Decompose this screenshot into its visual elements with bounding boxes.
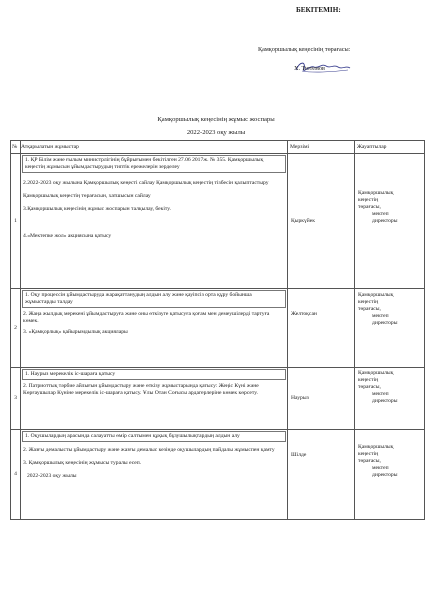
table-row — [11, 289, 425, 368]
activity-item: 3.Қамқоршылық кеңесінің жұмыс жоспарын талқылау, бекіту. — [23, 205, 171, 212]
responsible-line: мектеп — [372, 210, 389, 217]
activity-item: 2.2022-2023 оқу жылына Қамқоршылық кеңесті сайлау Қамқоршылық кеңестің тізбесін қалыптастыру — [23, 179, 269, 186]
activity-item: 1. Оқу процессін ұйымдастыруда жарақаттанудың алдын алу және қауіпсіз орта құру бойынша жұмыстарды талдау — [22, 290, 286, 308]
header-date: Мерзімі — [288, 141, 355, 154]
activity-item: 3. Қамқоршылық кеңесінің жұмысы туралы есеп. — [23, 459, 142, 466]
activity-item: 2. Жазғы демалысты ұйымдастыру және жазғы демалыс кезінде оқушылардың пайдалы жұмыспен қамту — [23, 446, 275, 453]
document-title: Қамқоршылық кеңесінің жұмыс жоспары — [157, 116, 275, 123]
activity-item: 2022-2023 оқу жылы — [27, 472, 77, 479]
work-plan-table — [10, 140, 425, 520]
responsible-line: төрағасы, — [358, 457, 381, 464]
row-activities — [21, 289, 288, 368]
header-responsible: Жауаптылар — [355, 141, 425, 154]
row-date: Желтоқсан — [288, 289, 355, 368]
activity-item: 2. Жаңа жылдық мерекені ұйымдастыруға және оны өткізуге қатысуға қоғам мен демеушілерді тартуға көмек. — [23, 310, 270, 324]
approval-title: БЕКІТЕМІН: — [296, 6, 341, 14]
row-number: 3 — [11, 368, 21, 430]
responsible-line: мектеп — [372, 312, 389, 319]
row-responsible — [355, 368, 425, 430]
activity-item: 2. Патриоттық тәрбие айлығын ұйымдастыру және өткізу жұмыстарында қатысу: Жеңіс Күні және Көрғаушылар Күніне мерекелік іс-шараға қатысу. Ұлы Отан Соғысы ардагерлеріне көмек көрсету. — [23, 382, 259, 396]
responsible-line: директоры — [372, 471, 398, 478]
responsible-line: Қамқоршылық — [358, 190, 394, 196]
row-activities — [21, 154, 288, 289]
activity-item: 4.«Мектепке жол» акциясына қатысу — [23, 232, 112, 239]
responsible-line: кеңестің — [358, 298, 379, 305]
header-number: № — [11, 141, 21, 154]
row-number: 1 — [11, 154, 21, 289]
row-date: Шілде — [288, 430, 355, 520]
responsible-line: Қамқоршылық — [358, 444, 394, 450]
header-activities: Атқарылатын жұмыстар — [21, 141, 288, 154]
activity-item: Қамқоршылық кеңестің төрағасын, хатшысын сайлау — [23, 192, 151, 199]
approval-position: Қамқоршылық кеңесінің төрағасы: — [258, 46, 351, 53]
responsible-line: кеңестің — [358, 196, 379, 203]
row-date: Қыркүйек — [288, 154, 355, 289]
table-row — [11, 430, 425, 520]
responsible-line: Қамқоршылық — [358, 292, 394, 298]
responsible-line: директоры — [372, 217, 398, 224]
document-year: 2022-2023 оқу жылы — [186, 129, 246, 136]
row-activities — [21, 430, 288, 520]
responsible-line: директоры — [372, 319, 398, 326]
row-responsible — [355, 154, 425, 289]
row-responsible — [355, 430, 425, 520]
activity-item: 1. Оқушылардың арасында салауатты өмір салтымен құқық бұзушылықтардың алдын алу — [22, 431, 286, 442]
responsible-line: директоры — [372, 397, 398, 404]
activity-item: 1. ҚР Білім және ғылым министрлігінің бұйрығымен бекітілген 27.06 2017ж. № 355. Қамқоршылық кеңестің жұмысын ұйымдастырудың типтік ережелерін зерделеу — [22, 155, 286, 173]
row-responsible — [355, 289, 425, 368]
table-header-row — [11, 141, 425, 154]
table-row — [11, 154, 425, 289]
activity-item: 3. «Қамқорлық» қайырымдылық акциялары — [23, 328, 128, 335]
approval-name: Х. Тютемов — [294, 65, 325, 72]
responsible-line: төрағасы, — [358, 203, 381, 210]
row-number: 4 — [11, 430, 21, 520]
responsible-line: мектеп — [372, 464, 389, 471]
table-row — [11, 368, 425, 430]
responsible-line: Қамқоршылық — [358, 370, 394, 376]
row-date: Наурыз — [288, 368, 355, 430]
responsible-line: мектеп — [372, 390, 389, 397]
row-activities — [21, 368, 288, 430]
responsible-line: төрағасы, — [358, 305, 381, 312]
activity-item: 1. Наурыз мерекелік іс-шараға қатысу — [22, 369, 286, 380]
responsible-line: кеңестің — [358, 376, 379, 383]
responsible-line: кеңестің — [358, 450, 379, 457]
responsible-line: төрағасы, — [358, 383, 381, 390]
row-number: 2 — [11, 289, 21, 368]
